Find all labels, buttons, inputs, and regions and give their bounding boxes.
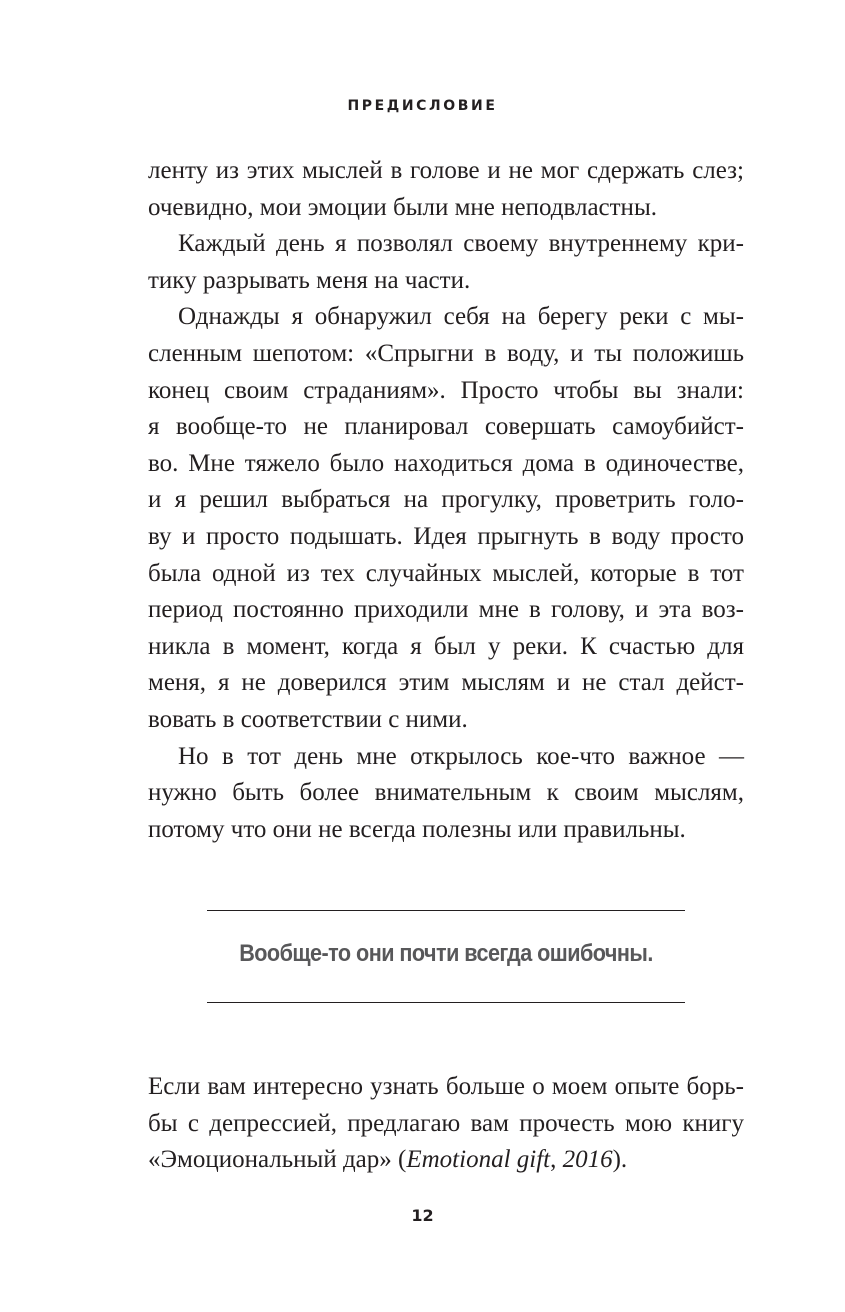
body-line: конец своим страданиям». Просто чтобы вы знали: — [148, 376, 744, 404]
body-line: и я решил выбраться на прогулку, проветрить голо- — [148, 486, 744, 514]
body-line: период постоянно приходили мне в голову, и эта воз- — [148, 596, 744, 624]
body-line: Каждый день я позволял своему внутреннему кри- — [178, 230, 744, 258]
body-line: вовать в соответствии с ними. — [148, 705, 468, 733]
body-line: сленным шепотом: «Спрыгни в воду, и ты положишь — [148, 339, 744, 367]
body-line: потому что они не всегда полезны или правильны. — [148, 815, 686, 843]
body-line: во. Мне тяжело было находиться дома в одиночестве, — [148, 449, 744, 477]
footnote-closing: ). — [612, 1146, 628, 1174]
book-title-original: Emotional gift — [406, 1146, 551, 1174]
running-header: ПРЕДИСЛОВИЕ — [347, 98, 498, 114]
page-number: 12 — [411, 1206, 434, 1225]
body-line: очевидно, мои эмоции были мне неподвластны. — [148, 193, 657, 221]
body-text — [148, 153, 744, 848]
body-line: Однажды я обнаружил себя на берегу реки с мы- — [178, 303, 744, 331]
body-line: меня, я не доверился этим мыслям и не стал дейст- — [148, 669, 744, 697]
book-year: 2016 — [562, 1146, 613, 1174]
footnote-text: «Эмоциональный дар» ( — [148, 1146, 407, 1174]
body-line: никла в момент, когда я был у реки. К счастью для — [148, 632, 744, 660]
body-line: нужно быть более внимательным к своим мыслям, — [148, 779, 744, 807]
top-divider — [207, 910, 685, 911]
footnote-line — [148, 1142, 744, 1179]
footnote — [148, 1069, 744, 1179]
body-line: ву и просто подышать. Идея прыгнуть в воду просто — [148, 522, 744, 550]
body-line: была одной из тех случайных мыслей, которые в тот — [148, 559, 744, 587]
footnote-line: Если вам интересно узнать больше о моем опыте борь- — [148, 1073, 744, 1100]
footnote-separator: , — [550, 1146, 563, 1174]
body-line: я вообще-то не планировал совершать самоубийст- — [148, 413, 744, 441]
bottom-divider — [207, 1002, 685, 1003]
body-line: тику разрывать меня на части. — [148, 266, 471, 294]
pull-quote-block — [207, 910, 685, 1003]
body-line: ленту из этих мыслей в голове и не мог сдержать слез; — [148, 157, 744, 184]
body-line: Но в тот день мне открылось кое-что важное — — [178, 742, 744, 770]
footnote-line: бы с депрессией, предлагаю вам прочесть мою книгу — [148, 1109, 744, 1137]
pull-quote: Вообще-то они почти всегда ошибочны. — [239, 940, 653, 967]
